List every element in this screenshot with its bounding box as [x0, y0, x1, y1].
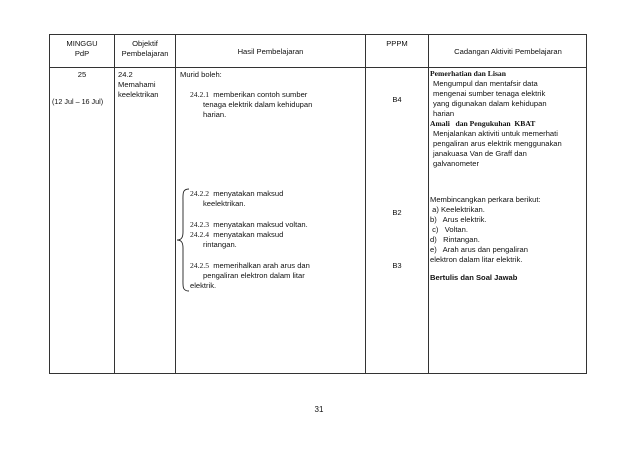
outcome-item: [190, 261, 310, 291]
outcome-line: rintangan.: [203, 240, 237, 250]
header-minggu-line2: PdP: [74, 49, 90, 59]
outcome-code: 24.2.3: [190, 220, 209, 229]
column-divider: [428, 35, 429, 373]
activity-line: janakuasa Van de Graff dan: [433, 149, 527, 159]
outcome-line: harian.: [203, 110, 227, 120]
activity-line: Menjalankan aktiviti untuk memerhati: [433, 129, 558, 139]
activity-line: harian: [433, 109, 455, 119]
page-number: 31: [314, 405, 324, 414]
outcome-line: elektrik.: [190, 281, 217, 291]
activity-line: Mengumpul dan mentafsir data: [433, 79, 538, 89]
column-divider: [365, 35, 366, 373]
activity-line: Membincangkan perkara berikut:: [430, 195, 541, 204]
activity-list-item: c) Voltan.: [430, 225, 468, 235]
activity-bertulis: Bertulis dan Soal Jawab: [430, 273, 518, 282]
outcome-line: pengaliran elektron dalam litar: [203, 271, 305, 281]
header-objektif-line1: Objektif: [132, 39, 158, 48]
activity-title: Pemerhatian dan Lisan: [430, 69, 506, 78]
outcome-line: keelektrikan.: [203, 199, 246, 209]
week-dates: (12 Jul – 16 Jul): [52, 97, 104, 106]
header-objektif-line2: Pembelajaran: [121, 49, 169, 59]
objective-line: keelektrikan: [118, 90, 159, 100]
outcome-line: memberikan contoh sumber: [213, 90, 308, 99]
activity-line: yang digunakan dalam kehidupan: [433, 99, 547, 109]
week-number: 25: [77, 70, 87, 79]
header-objektif: [115, 39, 175, 59]
activity-list-item: b) Arus elektrik.: [430, 215, 487, 225]
activity-title: Amali dan Pengukuhan KBAT: [430, 119, 536, 129]
pppm-band: B2: [392, 208, 402, 217]
activity-line: pengaliran arus elektrik menggunakan: [433, 139, 562, 149]
outcome-item: [190, 90, 312, 120]
outcome-code: 24.2.5: [190, 261, 209, 270]
activity-list-item: elektron dalam litar elektrik.: [430, 255, 523, 265]
curly-brace-icon: [176, 188, 190, 292]
activity-pemerhatian: [430, 69, 562, 169]
outcome-item: [190, 220, 308, 230]
week-cell: [50, 70, 114, 80]
header-minggu-line1: MINGGU: [66, 39, 98, 48]
outcome-line: menyatakan maksud: [213, 230, 284, 239]
pppm-band: B3: [392, 261, 402, 270]
header-hasil: Hasil Pembelajaran: [237, 47, 304, 56]
activity-list-item: d) Rintangan.: [430, 235, 480, 245]
header-pppm: PPPM: [386, 39, 408, 48]
outcome-code: 24.2.1: [190, 90, 209, 99]
activity-line: mengenai sumber tenaga elektrik: [433, 89, 546, 99]
header-minggu: [50, 39, 114, 59]
header-divider: [50, 67, 586, 68]
activity-bincang: [430, 195, 541, 265]
outcome-code: 24.2.4: [190, 230, 209, 239]
hasil-intro: Murid boleh:: [180, 70, 222, 79]
activity-list-item: e) Arah arus dan pengaliran: [430, 245, 528, 255]
column-divider: [114, 35, 115, 373]
outcome-code: 24.2.2: [190, 189, 209, 198]
outcome-item: [190, 189, 283, 209]
outcome-item: [190, 230, 283, 250]
outcome-line: menyatakan maksud: [213, 189, 284, 198]
lesson-plan-table: [49, 34, 587, 374]
outcome-line: tenaga elektrik dalam kehidupan: [203, 100, 313, 110]
pppm-band: B4: [392, 95, 402, 104]
objective-line: Memahami: [118, 80, 156, 90]
activity-line: galvanometer: [433, 159, 480, 169]
activity-list-item: a) Keelektrikan.: [430, 205, 485, 215]
objective-code: 24.2: [118, 70, 133, 79]
objective-cell: [118, 70, 159, 100]
outcome-line: memerihalkan arah arus dan: [213, 261, 310, 270]
header-cadangan: Cadangan Aktiviti Pembelajaran: [454, 47, 562, 56]
outcome-line: menyatakan maksud voltan.: [213, 220, 308, 229]
